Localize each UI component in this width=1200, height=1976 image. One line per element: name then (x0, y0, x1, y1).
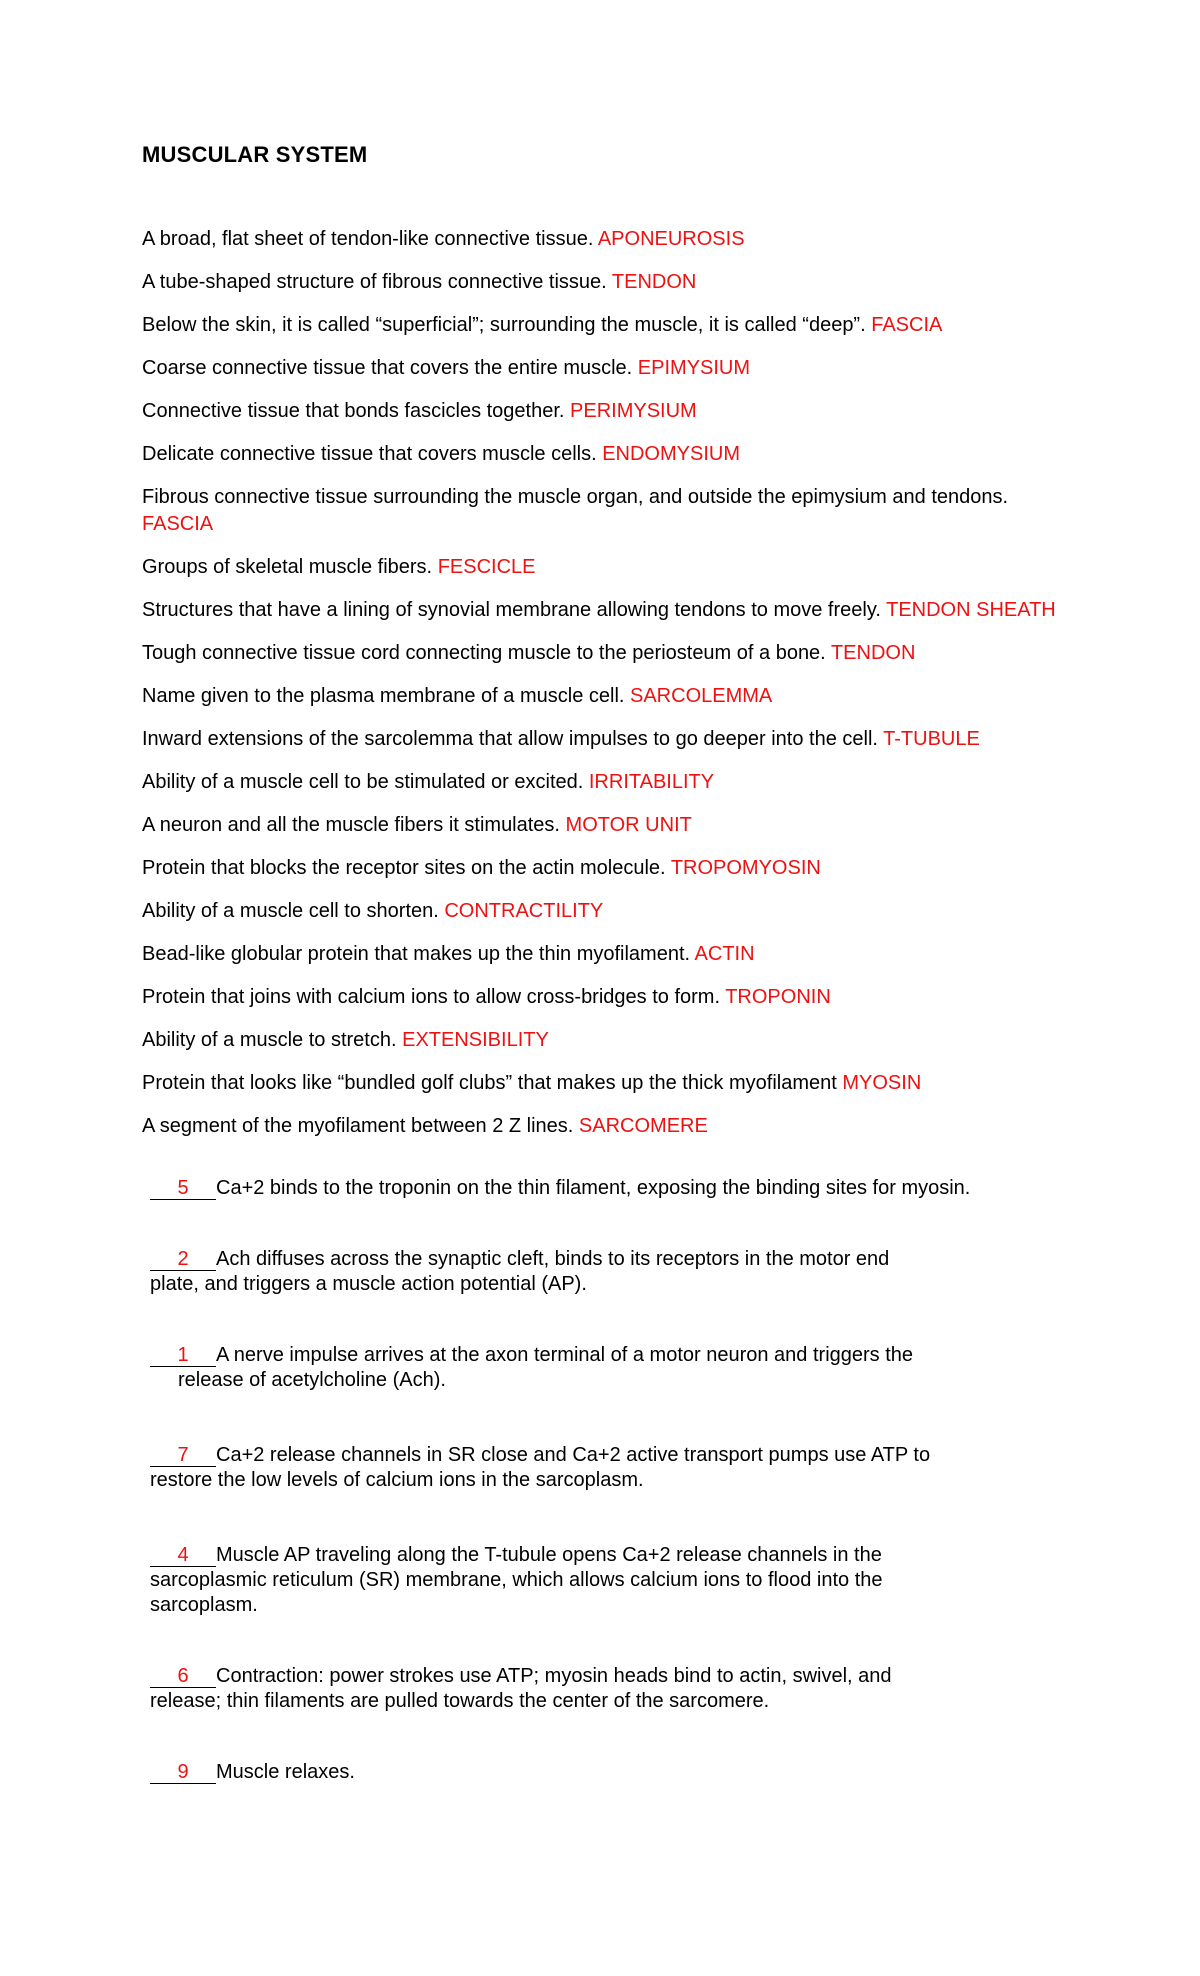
step-line (150, 1343, 1080, 1368)
definition-text: Protein that blocks the receptor sites on the actin molecule. (142, 857, 671, 879)
definition-text: Connective tissue that bonds fascicles together. (142, 400, 571, 422)
page-title: MUSCULAR SYSTEM (142, 142, 368, 167)
definition-answer: FASCIA (871, 314, 943, 336)
definition-answer: MOTOR UNIT (565, 814, 692, 836)
step-text: Muscle AP traveling along the T-tubule opens Ca+2 release channels in the (216, 1544, 882, 1566)
definition-answer: ACTIN (694, 943, 755, 965)
step-line: release; thin filaments are pulled towards the center of the sarcomere. (150, 1690, 770, 1712)
step-line (150, 1543, 1080, 1568)
definition-text: A neuron and all the muscle fibers it stimulates. (142, 814, 566, 836)
step-text: Ca+2 binds to the troponin on the thin filament, exposing the binding sites for myosin. (216, 1177, 971, 1199)
sequence-step (150, 1247, 1080, 1297)
definition-text: Name given to the plasma membrane of a muscle cell. (142, 685, 630, 707)
definition-text: Coarse connective tissue that covers the entire muscle. (142, 357, 638, 379)
definition-text: Bead-like globular protein that makes up the thin myofilament. (142, 943, 695, 965)
definition-text: A tube-shaped structure of fibrous connective tissue. (142, 271, 612, 293)
definition-item (142, 597, 1072, 624)
definition-item (142, 484, 1072, 538)
definition-answer: APONEUROSIS (597, 228, 745, 250)
step-number-blank[interactable]: 2 (150, 1249, 216, 1271)
step-number-blank[interactable]: 4 (150, 1545, 216, 1567)
definition-answer: FASCIA (142, 513, 214, 535)
definition-item (142, 1113, 1072, 1140)
step-line (150, 1664, 1080, 1689)
definition-item (142, 312, 1072, 339)
step-line (150, 1760, 1080, 1785)
definition-answer: ENDOMYSIUM (602, 443, 740, 465)
sequence-step (150, 1760, 1080, 1785)
definition-answer: FESCICLE (437, 556, 536, 578)
definition-item (142, 226, 1072, 253)
sequence-step (150, 1543, 1080, 1618)
sequence-step (150, 1176, 1080, 1201)
definition-item (142, 683, 1072, 710)
definition-item (142, 812, 1072, 839)
definition-text: A broad, flat sheet of tendon-like connective tissue. (142, 228, 598, 250)
step-number-blank[interactable]: 7 (150, 1445, 216, 1467)
definition-item (142, 769, 1072, 796)
sequence-step (150, 1664, 1080, 1714)
step-number-blank[interactable]: 6 (150, 1666, 216, 1688)
sequence-list (150, 1176, 1080, 1831)
definition-text: Protein that joins with calcium ions to allow cross-bridges to form. (142, 986, 726, 1008)
definition-text: A segment of the myofilament between 2 Z lines. (142, 1115, 579, 1137)
step-number-blank[interactable]: 1 (150, 1345, 216, 1367)
definition-answer: PERIMYSIUM (570, 400, 697, 422)
definition-answer: T-TUBULE (883, 728, 980, 750)
definition-answer: TENDON (830, 642, 916, 664)
step-text: Ach diffuses across the synaptic cleft, binds to its receptors in the motor end (216, 1248, 890, 1270)
definition-item (142, 269, 1072, 296)
step-line: restore the low levels of calcium ions in the sarcoplasm. (150, 1469, 644, 1491)
step-line (150, 1176, 1080, 1201)
step-text: Muscle relaxes. (216, 1761, 355, 1783)
definition-item (142, 898, 1072, 925)
step-number-blank[interactable]: 9 (150, 1762, 216, 1784)
definition-item (142, 1027, 1072, 1054)
definition-item (142, 640, 1072, 667)
definition-answer: IRRITABILITY (588, 771, 715, 793)
definition-text: Ability of a muscle cell to shorten. (142, 900, 445, 922)
definition-item (142, 941, 1072, 968)
definition-answer: SARCOMERE (578, 1115, 708, 1137)
step-text: A nerve impulse arrives at the axon terminal of a motor neuron and triggers the (216, 1344, 914, 1366)
step-line: plate, and triggers a muscle action potential (AP). (150, 1273, 587, 1295)
definition-item (142, 984, 1072, 1011)
definition-answer: TROPOMYOSIN (670, 857, 821, 879)
definition-item (142, 441, 1072, 468)
step-line: sarcoplasm. (150, 1594, 258, 1616)
step-text: Ca+2 release channels in SR close and Ca+2 active transport pumps use ATP to (216, 1444, 931, 1466)
definition-item (142, 355, 1072, 382)
definition-item (142, 1070, 1072, 1097)
definition-item (142, 855, 1072, 882)
definition-answer: EPIMYSIUM (637, 357, 751, 379)
step-line (150, 1443, 1080, 1468)
step-line: sarcoplasmic reticulum (SR) membrane, which allows calcium ions to flood into the (150, 1569, 883, 1591)
definition-text: Below the skin, it is called “superficial”; surrounding the muscle, it is called “deep”. (142, 314, 872, 336)
definition-text: Groups of skeletal muscle fibers. (142, 556, 438, 578)
definition-text: Ability of a muscle to stretch. (142, 1029, 403, 1051)
definition-text: Delicate connective tissue that covers muscle cells. (142, 443, 603, 465)
definition-answer: SARCOLEMMA (630, 685, 773, 707)
definition-text: Tough connective tissue cord connecting muscle to the periosteum of a bone. (142, 642, 831, 664)
sequence-step (150, 1443, 1080, 1493)
definition-list (142, 226, 1072, 1156)
sequence-step (150, 1343, 1080, 1393)
step-text: Contraction: power strokes use ATP; myosin heads bind to actin, swivel, and (216, 1665, 892, 1687)
definition-answer: TROPONIN (725, 986, 831, 1008)
definition-answer: MYOSIN (842, 1072, 922, 1094)
definition-text: Ability of a muscle cell to be stimulated or excited. (142, 771, 589, 793)
step-line: release of acetylcholine (Ach). (178, 1369, 446, 1391)
definition-answer: CONTRACTILITY (444, 900, 604, 922)
definition-item (142, 554, 1072, 581)
definition-answer: TENDON (611, 271, 697, 293)
definition-text: Inward extensions of the sarcolemma that allow impulses to go deeper into the cell. (142, 728, 884, 750)
definition-text: Structures that have a lining of synovial membrane allowing tendons to move freely. (142, 599, 887, 621)
definition-text: Protein that looks like “bundled golf clubs” that makes up the thick myofilament (142, 1072, 843, 1094)
definition-item (142, 398, 1072, 425)
definition-item (142, 726, 1072, 753)
step-number-blank[interactable]: 5 (150, 1178, 216, 1200)
definition-answer: TENDON SHEATH (886, 599, 1056, 621)
definition-answer: EXTENSIBILITY (402, 1029, 549, 1051)
definition-text: Fibrous connective tissue surrounding the muscle organ, and outside the epimysium and tendons. (142, 486, 1009, 508)
step-line (150, 1247, 1080, 1272)
